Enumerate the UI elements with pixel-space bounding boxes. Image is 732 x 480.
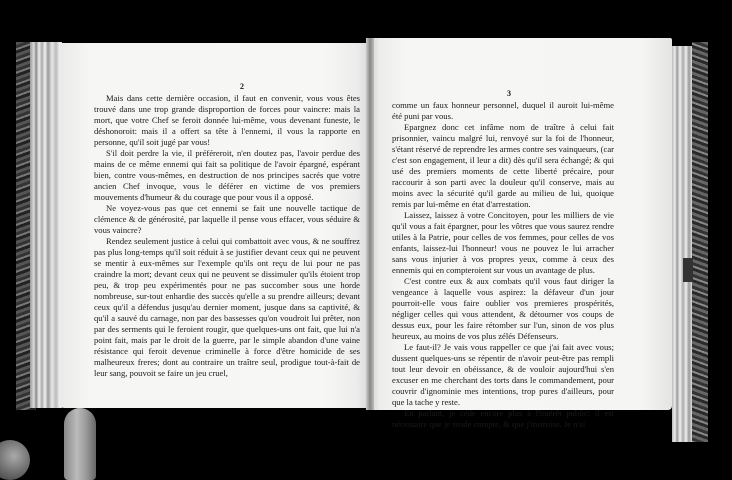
paragraph: C'est contre eux & aux combats qu'il vous faut diriger la vengeance à laquelle vous aspirez: la défaveur d'un jour pourroit-elle vous faire oublier vos premieres prospérités, négliger celles qui vous attendent, & détourner vos coups de dessus eux, pour les faire rétomber sur l'un, sinon de vos plus heureux, au moins de vos plus zélés Défenseurs. xyxy=(392,276,614,341)
paragraph: Le faut-il? Je vais vous rappeller ce que j'ai fait avec vous; dussent quelques-uns se répentir de n'avoir peut-être pas rempli tout leur devoir en obéissance, & de vouloir aujourd'hui s'en excuser en me cherchant des torts dans le commandement, pour couvrir d'ignominie mes intentions, trop pures d'ailleurs, pour que la tache y reste. xyxy=(392,342,614,407)
paragraph: S'il doit perdre la vie, il préféreroit, n'en doutez pas, l'avoir perdue des mains de ce même ennemi qui fait sa politique de l'avoir épargné, espérant bien, contre vous-mêmes, en destruction de nos principes sacrés que votre ancien Chef invoque, vous le déférer en victime de vos premiers mouvements d'humeur & du courage que pour vous il a opposé. xyxy=(94,148,360,202)
page-edges-left xyxy=(30,42,62,408)
bookmark-tab xyxy=(683,258,693,282)
left-page-text xyxy=(94,93,360,379)
gloved-finger xyxy=(64,408,96,480)
page-number-left: 2 xyxy=(240,82,244,91)
paragraph: Mais dans cette dernière occasion, il faut en convenir, vous vous êtes trouvé dans une trop grande disproportion de forces pour vaincre: mais la mort, que votre Chef se feroit donnée lui-même, vous devenant funeste, le déshonoroit: mais il a offert sa tête à l'ennemi, il vous la rapporte en personne, qu'il soit jugé par vous! xyxy=(94,93,360,147)
paragraph: comme un faux honneur personnel, duquel il auroit lui-même été puni par vous. xyxy=(392,100,614,121)
paragraph: Ne voyez-vous pas que cet ennemi se fait une nouvelle tactique de clémence & de générosité, par laquelle il pense vous effacer, vous séduire & vous vaincre? xyxy=(94,203,360,235)
marbled-cover-right xyxy=(692,42,708,442)
page-edges-right xyxy=(672,46,692,442)
paragraph: Laissez, laissez à votre Concitoyen, pour les milliers de vie qu'il vous a fait épargner, pour les vôtres que vous saurez rendre utiles à la Patrie, pour celles de vos femmes, pour celles de vos enfants, laissez-lui l'honneur! vous ne pouvez le lui arracher sans vous injurier à vos propres yeux, comme à ceux des ennemis qui en compteroient sur vous un avantage de plus. xyxy=(392,210,614,275)
paragraph: Epargnez donc cet infâme nom de traître à celui fait prisonnier, vaincu malgré lui, renvoyé sur la foi de l'honneur, s'étant réservé de reprendre les armes contre ses vainqueurs, (car c'est son engagement, il leur a dit) dès qu'il sera échangé; & qui usé des premiers moments de cette liberté précaire, pour raccourir à son parti avec la douleur qu'il conserve, mais au moins avec la sécurité qu'il garde au milieu de lui, quoique remis par lui-même en état d'arrestation. xyxy=(392,122,615,209)
paragraph: Rendez seulement justice à celui qui combattoit avec vous, & ne souffrez pas plus long-temps qu'il soit réduit à se justifier devant ceux qui ne peuvent se mentir à eux-mêmes sur l'exemple qu'ils ont reçu de lui pour ne pas craindre la mort; devant ceux qui ne peuvent se dissimuler qu'ils étoient trop peu, & trop peu expérimentés pour ne pas succomber sous une horde nombreuse, sur-tout enhardie des succès qu'elle a su prendre ailleurs; devant ceux qu'il a défendus jusqu'au dernier moment, jusque dans sa captivité, & qu'il a sauvé du carnage, non par des bassesses qu'on voudroit lui prêter, non par des serments qui le feroient rougir, que quelques-uns ont fait, que lui n'a point fait, mais par le droit de la guerre, par le simple abandon d'une vaine résistance qui feroit devenue criminelle à force d'être homicide de ses malheureux freres; dont au contraire un traître seul, prodigue tout-à-fait de leur sang, pouvoit se faire un jeu cruel, xyxy=(94,236,360,378)
paragraph: En parlant, je céde encore plus à l'intérêt public: il est nécessaire que je rende compte, & que j'instruise. Je n'ai xyxy=(392,408,614,429)
right-page-text xyxy=(392,100,614,430)
page-number-right: 3 xyxy=(507,89,511,98)
gloved-hand xyxy=(0,440,30,480)
book-gutter xyxy=(366,38,374,410)
